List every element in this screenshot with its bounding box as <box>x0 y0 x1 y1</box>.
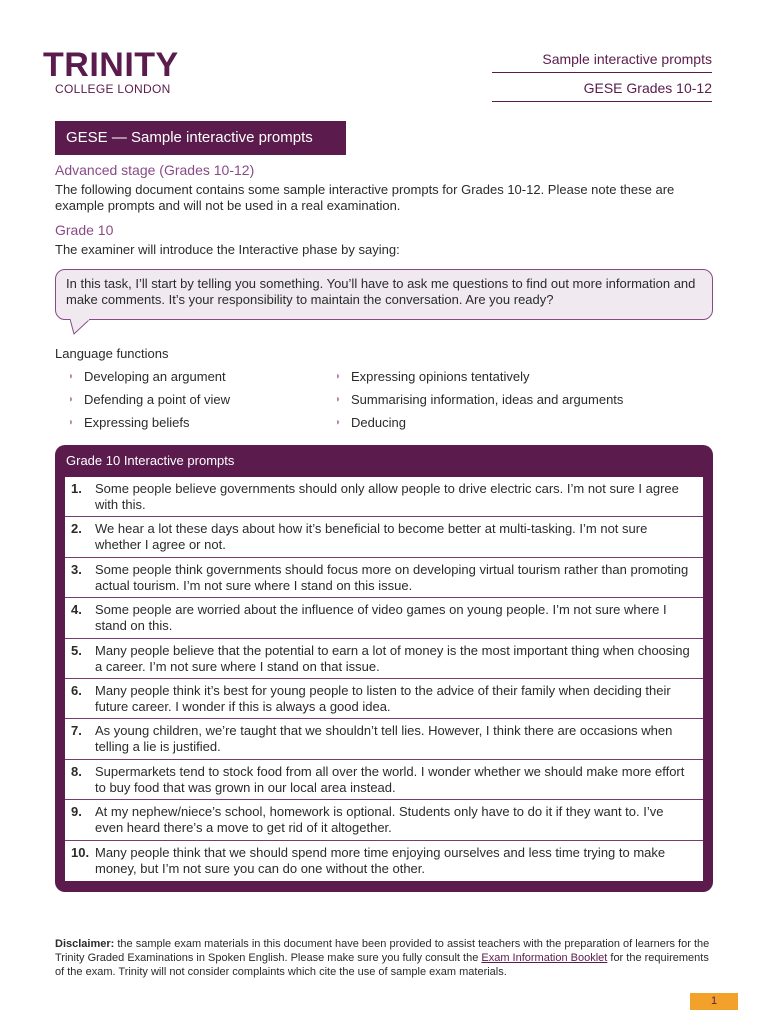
prompt-row <box>65 598 703 638</box>
doc-title: Sample interactive prompts <box>492 50 712 73</box>
bullet-icon: ◗ <box>68 371 75 382</box>
prompt-number: 10. <box>71 844 90 860</box>
prompt-number: 2. <box>71 521 82 537</box>
speech-bubble <box>55 269 713 320</box>
prompt-row <box>65 679 703 719</box>
prompt-text: We hear a lot these days about how it’s beneficial to become better at multi-tasking. I’m not sure whether I agree or not. <box>95 521 648 553</box>
prompt-row <box>65 760 703 800</box>
prompt-number: 7. <box>71 723 82 739</box>
prompt-row <box>65 477 703 517</box>
disclaimer <box>55 937 715 979</box>
prompt-text: Many people believe that the potential to earn a lot of money is the most important thing when choosing a career. I’m not sure where I stand on that issue. <box>95 642 690 674</box>
logo-subtitle: COLLEGE LONDON <box>55 82 171 96</box>
prompt-number: 4. <box>71 602 82 618</box>
prompt-number: 6. <box>71 682 82 698</box>
page-number: 1 <box>690 993 738 1010</box>
language-function-item: ◗ Expressing beliefs <box>68 415 190 430</box>
document-header <box>492 50 712 102</box>
prompt-number: 9. <box>71 804 82 820</box>
prompts-list <box>65 477 703 881</box>
prompt-text: Some people think governments should focus more on developing virtual tourism rather than promoting actual tourism. I’m not sure where I stand on this issue. <box>95 561 689 593</box>
language-function-item: ◗ Expressing opinions tentatively <box>335 369 530 384</box>
prompts-panel-title: Grade 10 Interactive prompts <box>66 453 235 468</box>
prompt-text: At my nephew/niece’s school, homework is optional. Students only have to do it if they want to. I’ve even heard there’s a move to get rid of it altogether. <box>95 804 664 836</box>
prompt-number: 3. <box>71 561 82 577</box>
prompt-row <box>65 841 703 881</box>
prompt-text: Supermarkets tend to stock food from all over the world. I wonder whether we should make more effort to buy food that was grown in our local area instead. <box>95 763 685 795</box>
language-functions-label: Language functions <box>55 346 169 361</box>
language-function-item: ◗ Defending a point of view <box>68 392 230 407</box>
disclaimer-text-after: for the requirements of the exam. Trinity will not consider complaints which cite the use of sample exam materials. <box>55 952 709 978</box>
grade-heading: Grade 10 <box>55 222 114 238</box>
disclaimer-label: Disclaimer: <box>55 938 115 950</box>
doc-subtitle: GESE Grades 10-12 <box>492 73 712 102</box>
language-function-item: ◗ Deducing <box>335 415 406 430</box>
prompt-number: 8. <box>71 763 82 779</box>
prompt-row <box>65 800 703 840</box>
prompt-number: 1. <box>71 481 82 496</box>
advanced-stage-heading: Advanced stage (Grades 10-12) <box>55 162 255 178</box>
prompt-text: Some people are worried about the influence of video games on young people. I’m not sure where I stand on this. <box>95 602 667 634</box>
prompt-row <box>65 639 703 679</box>
bullet-icon: ◗ <box>68 394 75 405</box>
prompt-number: 5. <box>71 642 82 658</box>
advanced-intro: The following document contains some sample interactive prompts for Grades 10-12. Please note these are example prompts and will not be used in a real examination. <box>55 182 675 213</box>
grade-intro: The examiner will introduce the Interactive phase by saying: <box>55 242 400 257</box>
section-title-box: GESE — Sample interactive prompts <box>55 121 346 155</box>
language-function-item: ◗ Developing an argument <box>68 369 226 384</box>
bubble-text: In this task, I’ll start by telling you something. You’ll have to ask me questions to find out more information and make comments. It’s your responsibility to maintain the conversation. Are you ready? <box>66 276 696 307</box>
exam-information-booklet-link[interactable]: Exam Information Booklet <box>481 952 608 964</box>
prompt-row <box>65 719 703 759</box>
trinity-logo: TRINITY <box>43 46 179 84</box>
disclaimer-text-before: the sample exam materials in this document have been provided to assist teachers with the preparation of learners for the Trinity Graded Examinations in Spoken English. Please make sure you fully consult the <box>55 938 710 964</box>
bullet-icon: ◗ <box>335 394 342 405</box>
prompt-text: Many people think it’s best for young people to listen to the advice of their family when deciding their future career. I wonder if this is always a good idea. <box>95 682 671 714</box>
bullet-icon: ◗ <box>335 371 342 382</box>
prompt-text: As young children, we’re taught that we shouldn’t tell lies. However, I think there are occasions when telling a lie is justified. <box>95 723 673 755</box>
prompt-row <box>65 517 703 557</box>
language-function-item: ◗ Summarising information, ideas and arguments <box>335 392 624 407</box>
prompt-row <box>65 558 703 598</box>
bullet-icon: ◗ <box>335 417 342 428</box>
bullet-icon: ◗ <box>68 417 75 428</box>
prompt-text: Some people believe governments should only allow people to drive electric cars. I’m not sure I agree with this. <box>95 481 679 512</box>
prompt-text: Many people think that we should spend more time enjoying ourselves and less time trying to make money, but I’m not sure you can do one without the other. <box>95 844 666 876</box>
